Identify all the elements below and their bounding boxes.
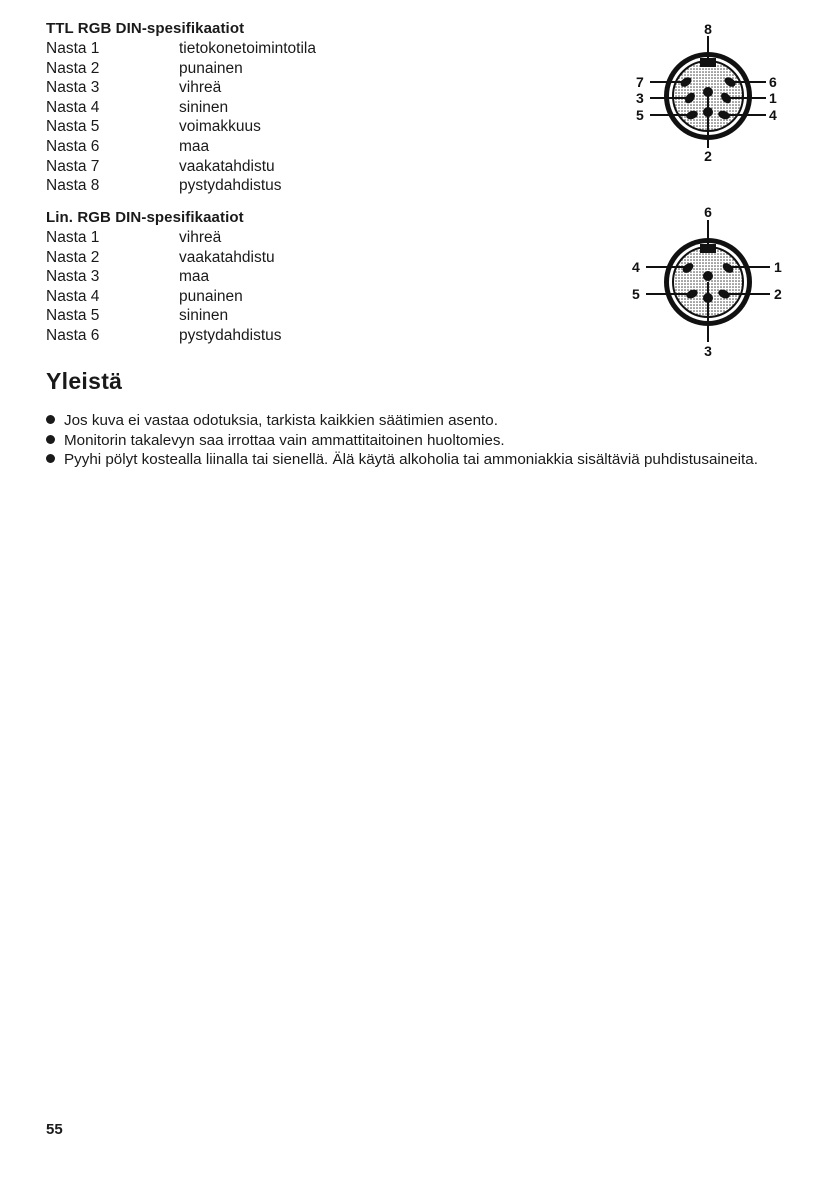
pin-label: Nasta 4 <box>46 287 100 305</box>
pin-label: Nasta 7 <box>46 157 100 175</box>
lin-pin-table <box>46 228 606 346</box>
bullet-text: Monitorin takalevyn saa irrottaa vain ammattitaitoinen huoltomies. <box>64 431 505 449</box>
pin-description: vaakatahdistu <box>179 248 275 266</box>
pin-center <box>703 271 713 281</box>
ttl-pin-row <box>46 176 606 196</box>
din-8-pin-connector-icon <box>618 20 798 170</box>
ttl-pin-row <box>46 98 606 118</box>
bullet-icon <box>46 435 55 444</box>
din-6-pin-connector-icon <box>618 202 798 362</box>
pin-description: vaakatahdistu <box>179 157 275 175</box>
pin-center <box>703 87 713 97</box>
ttl-pin-table <box>46 39 606 196</box>
bullet-icon <box>46 415 55 424</box>
pin-3 <box>703 293 713 303</box>
pin-2 <box>703 107 713 117</box>
pin-description: voimakkuus <box>179 118 261 136</box>
pin-number-7: 7 <box>636 74 644 90</box>
pin-label: Nasta 2 <box>46 248 100 266</box>
pin-number-1: 1 <box>774 259 782 275</box>
pin-label: Nasta 1 <box>46 229 100 246</box>
pin-description: vihreä <box>179 79 222 97</box>
ttl-pin-row <box>46 157 606 177</box>
pin-label: Nasta 3 <box>46 79 100 97</box>
pin-description: sininen <box>179 307 229 325</box>
pin-label: Nasta 5 <box>46 118 100 136</box>
pin-description: pystydahdistus <box>179 326 282 344</box>
pin-label: Nasta 1 <box>46 40 100 57</box>
lin-pin-row <box>46 326 606 346</box>
ttl-pin-row <box>46 39 606 59</box>
lin-pin-row <box>46 248 606 268</box>
pin-label: Nasta 4 <box>46 98 100 116</box>
lin-pin-row <box>46 306 606 326</box>
general-heading: Yleistä <box>46 368 123 394</box>
pin-label: Nasta 2 <box>46 59 100 77</box>
pin-description: maa <box>179 137 210 155</box>
pin-number-3: 3 <box>636 90 644 106</box>
bullet-icon <box>46 454 55 463</box>
bullet-text: Pyyhi pölyt kostealla liinalla tai sienellä. Älä käytä alkoholia tai ammoniakkia sisältäviä puhdistusaineita. <box>64 451 758 468</box>
pin-label: Nasta 6 <box>46 326 100 344</box>
lin-rgb-section <box>46 208 606 346</box>
lin-pin-row <box>46 267 606 287</box>
ttl-pin-row <box>46 59 606 79</box>
pin-description: punainen <box>179 59 243 77</box>
lin-section-title: Lin. RGB DIN-spesifikaatiot <box>46 209 244 226</box>
bullet-text: Jos kuva ei vastaa odotuksia, tarkista kaikkien säätimien asento. <box>64 412 498 429</box>
lin-pin-row <box>46 228 606 248</box>
pin-label: Nasta 6 <box>46 137 100 155</box>
lin-pin-row <box>46 287 606 307</box>
list-item <box>46 450 786 470</box>
pin-label: Nasta 5 <box>46 307 100 325</box>
general-bullet-list <box>46 411 786 470</box>
ttl-pin-row <box>46 117 606 137</box>
page-number: 55 <box>46 1121 63 1138</box>
pin-number-4: 4 <box>769 107 777 123</box>
pin-number-6: 6 <box>769 74 777 90</box>
pin-number-4: 4 <box>632 259 640 275</box>
list-item <box>46 411 786 431</box>
ttl-rgb-section <box>46 19 606 196</box>
ttl-pin-row <box>46 137 606 157</box>
pin-description: vihreä <box>179 229 222 246</box>
ttl-pin-row <box>46 78 606 98</box>
pin-description: maa <box>179 268 210 286</box>
pin-label: Nasta 3 <box>46 268 100 286</box>
ttl-section-title: TTL RGB DIN-spesifikaatiot <box>46 20 245 37</box>
pin-number-2: 2 <box>774 286 782 302</box>
list-item <box>46 431 786 451</box>
pin-number-3: 3 <box>704 343 712 359</box>
pin-number-8: 8 <box>704 21 712 37</box>
pin-description: pystydahdistus <box>179 177 282 195</box>
pin-number-6: 6 <box>704 204 712 220</box>
pin-number-5: 5 <box>632 286 640 302</box>
lin-din-connector-diagram <box>618 202 798 362</box>
ttl-din-connector-diagram <box>618 20 798 170</box>
pin-description: sininen <box>179 98 229 116</box>
pin-label: Nasta 8 <box>46 177 100 195</box>
pin-number-2: 2 <box>704 148 712 164</box>
pin-description: punainen <box>179 287 243 305</box>
pin-number-1: 1 <box>769 90 777 106</box>
pin-number-5: 5 <box>636 107 644 123</box>
pin-description: tietokonetoimintotila <box>179 40 316 57</box>
